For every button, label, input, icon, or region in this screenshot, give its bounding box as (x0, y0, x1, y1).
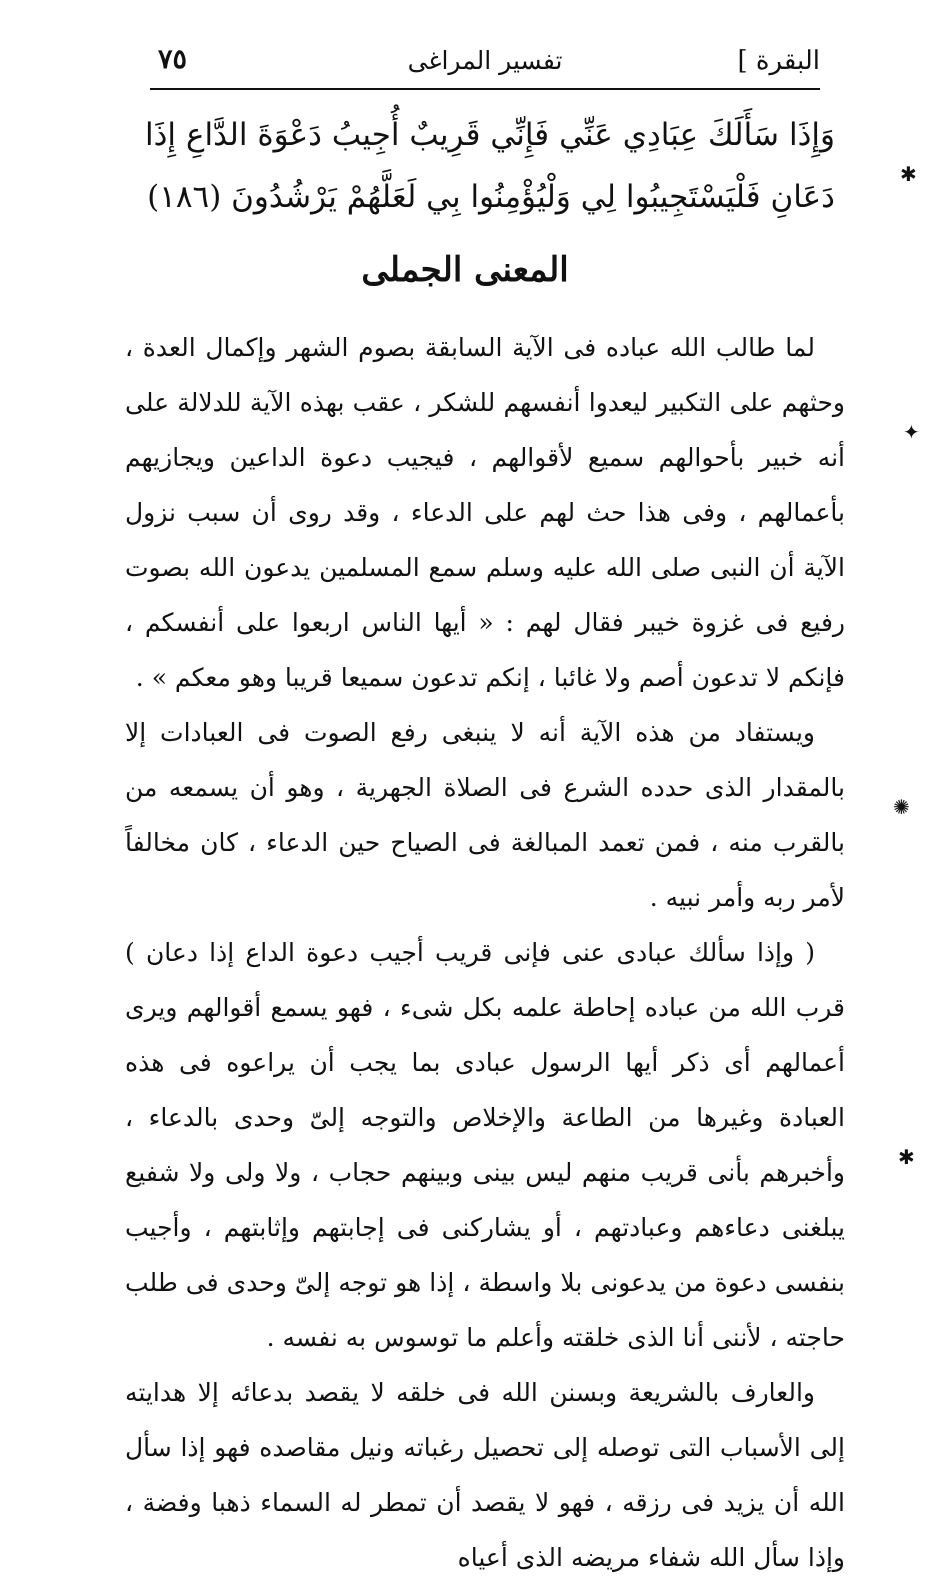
paragraph: ( وإذا سألك عبادى عنى فإنى قريب أجيب دعوة الداع إذا دعان ) قرب الله من عباده إحاطة علمه بكل شىء ، فهو يسمع أقوالهم ويرى أعمالهم أى ذكر أيها الرسول عبادى بما يجب أن يراعوه فى هذه العبادة وغيرها من الطاعة والإخلاص والتوجه إلىّ وحدى بالدعاء ، وأخبرهم بأنى قريب منهم ليس بينى وبينهم حجاب ، ولا ولى ولا شفيع يبلغنى دعاءهم وعبادتهم ، أو يشاركنى فى إجابتهم وإثابتهم ، وأجيب بنفسى دعوة من يدعونى بلا واسطة ، إذا هو توجه إلىّ وحدى فى طلب حاجته ، لأننى أنا الذى خلقته وأعلم ما توسوس به نفسه . (125, 938, 845, 1352)
body-text (125, 320, 845, 1585)
book-title: تفسير المراغى (407, 46, 563, 75)
surah-name: البقرة ] (737, 46, 820, 76)
paragraph: والعارف بالشريعة وبسنن الله فى خلقه لا يقصد بدعائه إلا هدايته إلى الأسباب التى توصله إلى تحصيل رغباته ونيل مقاصده فهو إذا سأل الله أن يزيد فى رزقه ، فهو لا يقصد أن تمطر له السماء ذهبا وفضة ، وإذا سأل الله شفاء مريضه الذى أعياه (125, 1378, 845, 1572)
margin-ink-mark-icon: ✦ (903, 420, 920, 444)
quran-verse: وَإِذَا سَأَلَكَ عِبَادِي عَنِّي فَإِنِّي قَرِيبٌ أُجِيبُ دَعْوَةَ الدَّاعِ إِذَا دَعَانِ فَلْيَسْتَجِيبُوا لِي وَلْيُؤْمِنُوا بِي لَعَلَّهُمْ يَرْشُدُونَ (١٨٦) (145, 117, 835, 215)
margin-ink-mark-icon: ✱ (898, 1145, 915, 1169)
header-rule (150, 88, 820, 90)
page-header (150, 40, 820, 90)
paragraph: لما طالب الله عباده فى الآية السابقة بصوم الشهر وإكمال العدة ، وحثهم على التكبير ليعدوا أنفسهم للشكر ، عقب بهذه الآية للدلالة على أنه خبير بأحوالهم سميع لأقوالهم ، فيجيب دعوة الداعين ويجازيهم بأعمالهم ، وفى هذا حث لهم على الدعاء ، وقد روى أن سبب نزول الآية أن النبى صلى الله عليه وسلم سمع المسلمين يدعون الله بصوت رفيع فى غزوة خيبر فقال لهم : « أيها الناس اربعوا على أنفسكم ، فإنكم لا تدعون أصم ولا غائبا ، إنكم تدعون سميعا قريبا وهو معكم » . (125, 333, 845, 692)
margin-ink-mark-icon: ✱ (900, 162, 917, 186)
page-number: ٧٥ (158, 44, 188, 75)
section-heading: المعنى الجملى (361, 250, 569, 290)
margin-ink-mark-icon: ✺ (893, 795, 910, 819)
paragraph: ويستفاد من هذه الآية أنه لا ينبغى رفع الصوت فى العبادات إلا بالمقدار الذى حدده الشرع فى الصلاة الجهرية ، وهو أن يسمعه من بالقرب منه ، فمن تعمد المبالغة فى الصياح حين الدعاء ، كان مخالفاً لأمر ربه وأمر نبيه . (125, 718, 845, 912)
